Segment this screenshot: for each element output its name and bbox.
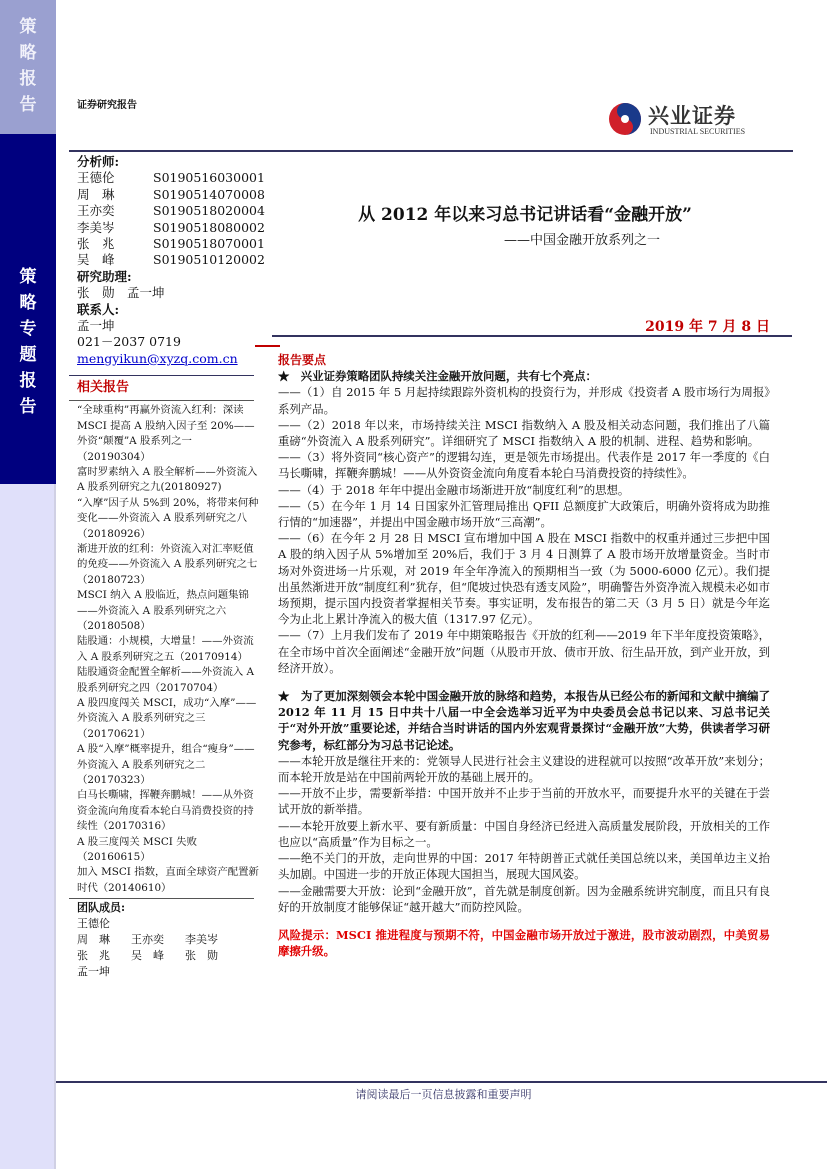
analyst-id: S0190514070008 bbox=[153, 186, 265, 202]
analyst-name: 周 琳 bbox=[77, 186, 115, 202]
related-report-item: 白马长嘶啸，挥鞭奔鹏城！——从外资资金流向角度看本轮白马消费投资的持续性（20170316） bbox=[77, 789, 254, 833]
theme-item: ——开放不止步，需要新举措：中国开放并不止步于当前的开放水平，而要提升水平的关键在于尝试开放的新举措。 bbox=[278, 786, 770, 817]
report-type-label: 证券研究报告 bbox=[77, 100, 137, 111]
team-member: 吴 峰 bbox=[131, 949, 164, 963]
analyst-id: S0190518070001 bbox=[153, 236, 265, 252]
analyst-name: 李美岑 bbox=[77, 219, 115, 235]
highlight-item: ——（6）在今年 2 月 28 日 MSCI 宣布增加中国 A 股在 MSCI 指数中的权重并通过三步把中国 A 股的纳入因子从 5%增加至 20%后，我们于 3 月 4 日测算了 A 股市场开放增量资金。当时市场对外资进场一片乐观，对 2019 年全年净流入的预期相当一致（为 5000-6000 亿元）。我们提出虽然渐进开放“制度红利”犹存，但“爬坡过快恐有透支风险”，明确警告外资净流入规模未必如市场预期，提示国内投资者掌握相关节奏。事实证明，发布报告的第二天（3 月 5 日）就是今年迄今为止北上累计净流入的极大值（1317.97 亿元）。 bbox=[278, 531, 770, 627]
sidebar-char: 报 bbox=[19, 69, 37, 89]
logo-text-cn: 兴业证券 bbox=[648, 104, 736, 128]
main-header-rule bbox=[213, 150, 793, 152]
team-member: 张 勋 bbox=[185, 949, 218, 963]
theme-item: ——本轮开放是继往开来的：党领导人民进行社会主义建设的进程就可以按照“改革开放”来划分；而本轮开放是站在中国前两轮开放的基础上展开的。 bbox=[278, 753, 770, 785]
analyst-id: S0190516030001 bbox=[153, 170, 265, 186]
analyst-block bbox=[77, 154, 265, 367]
related-report-item: “入摩”因子从 5%到 20%，将带来何种变化——外资流入 A 股系列研究之八（20180926） bbox=[77, 496, 259, 540]
highlights-lead: ★ 兴业证券策略团队持续关注金融开放问题，共有七个亮点： bbox=[278, 369, 597, 384]
analyst-row bbox=[77, 252, 265, 268]
red-dash-marker bbox=[255, 345, 280, 347]
team-row bbox=[77, 932, 260, 948]
summary-heading: 报告要点 bbox=[278, 353, 327, 367]
team-member: 王德伦 bbox=[77, 917, 110, 931]
team-member: 周 琳 bbox=[77, 933, 110, 947]
related-report-item: A 股四度闯关 MSCI，成功“入摩”——外资流入 A 股系列研究之三（20170621） bbox=[77, 697, 257, 740]
analyst-name: 王亦奕 bbox=[77, 203, 115, 219]
themes-list bbox=[278, 753, 770, 915]
team-row bbox=[77, 916, 260, 932]
sidebar-char: 略 bbox=[19, 293, 37, 313]
spacer bbox=[278, 915, 770, 927]
related-reports-list bbox=[77, 401, 260, 898]
analyst-name: 王德伦 bbox=[77, 170, 115, 186]
related-report-item: 加入 MSCI 指数，直面全球资产配置新时代（20140610） bbox=[77, 866, 259, 894]
logo-emblem-icon bbox=[608, 102, 642, 136]
related-report-item: A 股“入摩”概率提升，组合“瘦身”——外资流入 A 股系列研究之二（20170323） bbox=[77, 743, 255, 787]
analyst-name: 张 兆 bbox=[77, 236, 115, 252]
analyst-row bbox=[77, 203, 265, 219]
highlight-item: ——（7）上月我们发布了 2019 年中期策略报告《开放的红利——2019 年下半年度投资策略》，在全市场中首次全面阐述“金融开放”问题（从股市开放、债市开放、衍生品开放，到产业开放，到经济开放）。 bbox=[278, 628, 770, 675]
date-rule bbox=[272, 335, 792, 337]
sidebar-char: 告 bbox=[19, 397, 37, 417]
team-member: 王亦奕 bbox=[131, 933, 164, 947]
team-member: 李美岑 bbox=[185, 933, 218, 947]
analyst-row bbox=[77, 170, 265, 186]
contact-label: 联系人: bbox=[77, 301, 120, 317]
team-row bbox=[77, 964, 260, 980]
analyst-id: S0190518080002 bbox=[153, 219, 265, 235]
sidebar-char: 策 bbox=[19, 17, 37, 37]
team-member: 孟一坤 bbox=[77, 965, 110, 979]
contact-email-link[interactable]: mengyikun@xyzq.com.cn bbox=[77, 350, 238, 366]
theme-item: ——金融需要大开放：论到“金融开放”，首先就是制度创新。因为金融系统讲究制度，而且只有良好的开放制度才能够保证“越开越大”而防控风险。 bbox=[278, 883, 770, 914]
analyst-row bbox=[77, 236, 265, 252]
related-report-item: 渐进开放的红利：外资流入对汇率贬值的免疫——外资流入 A 股系列研究之七（20180723） bbox=[77, 542, 258, 586]
highlight-item: ——（4）于 2018 年年中提出金融市场渐进开放“制度红利”的思想。 bbox=[278, 482, 630, 497]
contact-phone: 021－2037 0719 bbox=[77, 334, 181, 350]
sidebar-char: 题 bbox=[19, 345, 37, 365]
related-report-item: 富时罗素纳入 A 股全解析——外资流入 A 股系列研究之九(20180927) bbox=[77, 465, 258, 494]
analyst-name: 吴 峰 bbox=[77, 252, 115, 268]
contact-name: 孟一坤 bbox=[77, 318, 115, 334]
theme-item: ——绝不关门的开放，走向世界的中国：2017 年特朗普正式就任美国总统以来，美国单边主义抬头加剧。中国进一步的开放正体现大国担当，展现大国风姿。 bbox=[278, 851, 770, 882]
related-report-item: MSCI 纳入 A 股临近，热点问题集锦——外资流入 A 股系列研究之六（20180508） bbox=[77, 589, 249, 632]
related-report-item: 陆股通：小规模，大增量！——外资流入 A 股系列研究之五（20170914） bbox=[77, 635, 254, 663]
speech-lead: ★ 为了更加深刻领会本轮中国金融开放的脉络和趋势，本报告从已经公布的新闻和文献中摘编了 2012 年 11 月 15 日中共十八届一中全会选举习近平为中央委员会总书记以来、习总书记关于“对外开放”重要论述，并结合当时讲话的国内外宏观背景探讨“金融开放”大势，供读者学习研究参考，标红部分为习总书记论述。 bbox=[278, 689, 770, 752]
assistant-names: 张 勋 孟一坤 bbox=[77, 285, 165, 301]
footer-disclaimer-notice: 请阅读最后一页信息披露和重要声明 bbox=[355, 1088, 532, 1101]
report-summary-body bbox=[278, 352, 770, 959]
sidebar-char: 略 bbox=[19, 43, 37, 63]
team-label: 团队成员: bbox=[77, 901, 126, 915]
highlights-list bbox=[278, 384, 770, 676]
related-report-item: 陆股通资金配置全解析——外资流入 A 股系列研究之四（20170704） bbox=[77, 666, 255, 694]
logo-text-en: INDUSTRIAL SECURITIES bbox=[650, 127, 746, 136]
risk-warning: 风险提示：MSCI 推进程度与预期不符，中国金融市场开放过于激进，股市波动剧烈，中美贸易摩擦升级。 bbox=[278, 927, 770, 959]
related-reports-title: 相关报告 bbox=[77, 380, 130, 396]
sidebar-bottom-band bbox=[0, 484, 56, 1169]
highlight-item: ——（2）2018 年以来，市场持续关注 MSCI 指数纳入 A 股及相关动态问题，我们推出了八篇重磅“外资流入 A 股系列研究”。详细研究了 MSCI 指数纳入 A 股的机制、进程、趋势和影响。 bbox=[278, 417, 770, 449]
sidebar-label-strategy-report bbox=[0, 14, 56, 118]
sidebar-label-strategy-special-report bbox=[0, 264, 56, 420]
analyst-id: S0190510120002 bbox=[153, 252, 265, 268]
related-report-item: A 股三度闯关 MSCI 失败（20160615） bbox=[77, 835, 197, 864]
report-date: 2019 年 7 月 8 日 bbox=[645, 319, 770, 335]
sidebar-char: 告 bbox=[19, 95, 37, 115]
team-members-block bbox=[77, 899, 260, 980]
highlight-item: ——（3）将外资同“核心资产”的逻辑勾连，更是领先市场提出。代表作是 2017 年一季度的《白马长嘶啸，挥鞭奔鹏城！——从外资资金流向角度看本轮白马消费投资的持续性》。 bbox=[278, 450, 770, 481]
company-logo bbox=[608, 100, 783, 140]
left-column bbox=[77, 154, 265, 980]
highlight-item: ——（5）在今年 1 月 14 日国家外汇管理局推出 QFII 总额度扩大政策后，明确外资将成为助推行情的“加速器”，并提出中国金融市场开放“三高潮”。 bbox=[278, 498, 770, 530]
analyst-id: S0190518020004 bbox=[153, 203, 265, 219]
sidebar-char: 策 bbox=[19, 267, 37, 287]
sidebar-char: 报 bbox=[19, 371, 37, 391]
analyst-row bbox=[77, 186, 265, 203]
team-member: 张 兆 bbox=[77, 949, 110, 963]
analysts-label: 分析师: bbox=[77, 154, 120, 169]
assistant-label: 研究助理: bbox=[77, 268, 132, 284]
spacer bbox=[278, 676, 770, 688]
theme-item: ——本轮开放要上新水平、要有新质量：中国自身经济已经进入高质量发展阶段，开放相关的工作也应以“高质量”作为目标之一。 bbox=[278, 818, 770, 849]
related-report-item: “全球重构”再赢外资流入红利：深读 MSCI 提高 A 股纳入因子至 20%——外资“颠覆”A 股系列之一（20190304） bbox=[77, 404, 255, 463]
report-title: 从 2012 年以来习总书记讲话看“金融开放” bbox=[358, 205, 692, 225]
report-subtitle: ——中国金融开放系列之一 bbox=[503, 233, 660, 248]
highlight-item: ——（1）自 2015 年 5 月起持续跟踪外资机构的投资行为，并形成《投资者 A 股市场行为周报》系列产品。 bbox=[278, 385, 770, 416]
footer-rule bbox=[56, 1081, 827, 1083]
team-row bbox=[77, 948, 260, 964]
analyst-row bbox=[77, 219, 265, 236]
sidebar-char: 专 bbox=[19, 319, 37, 339]
